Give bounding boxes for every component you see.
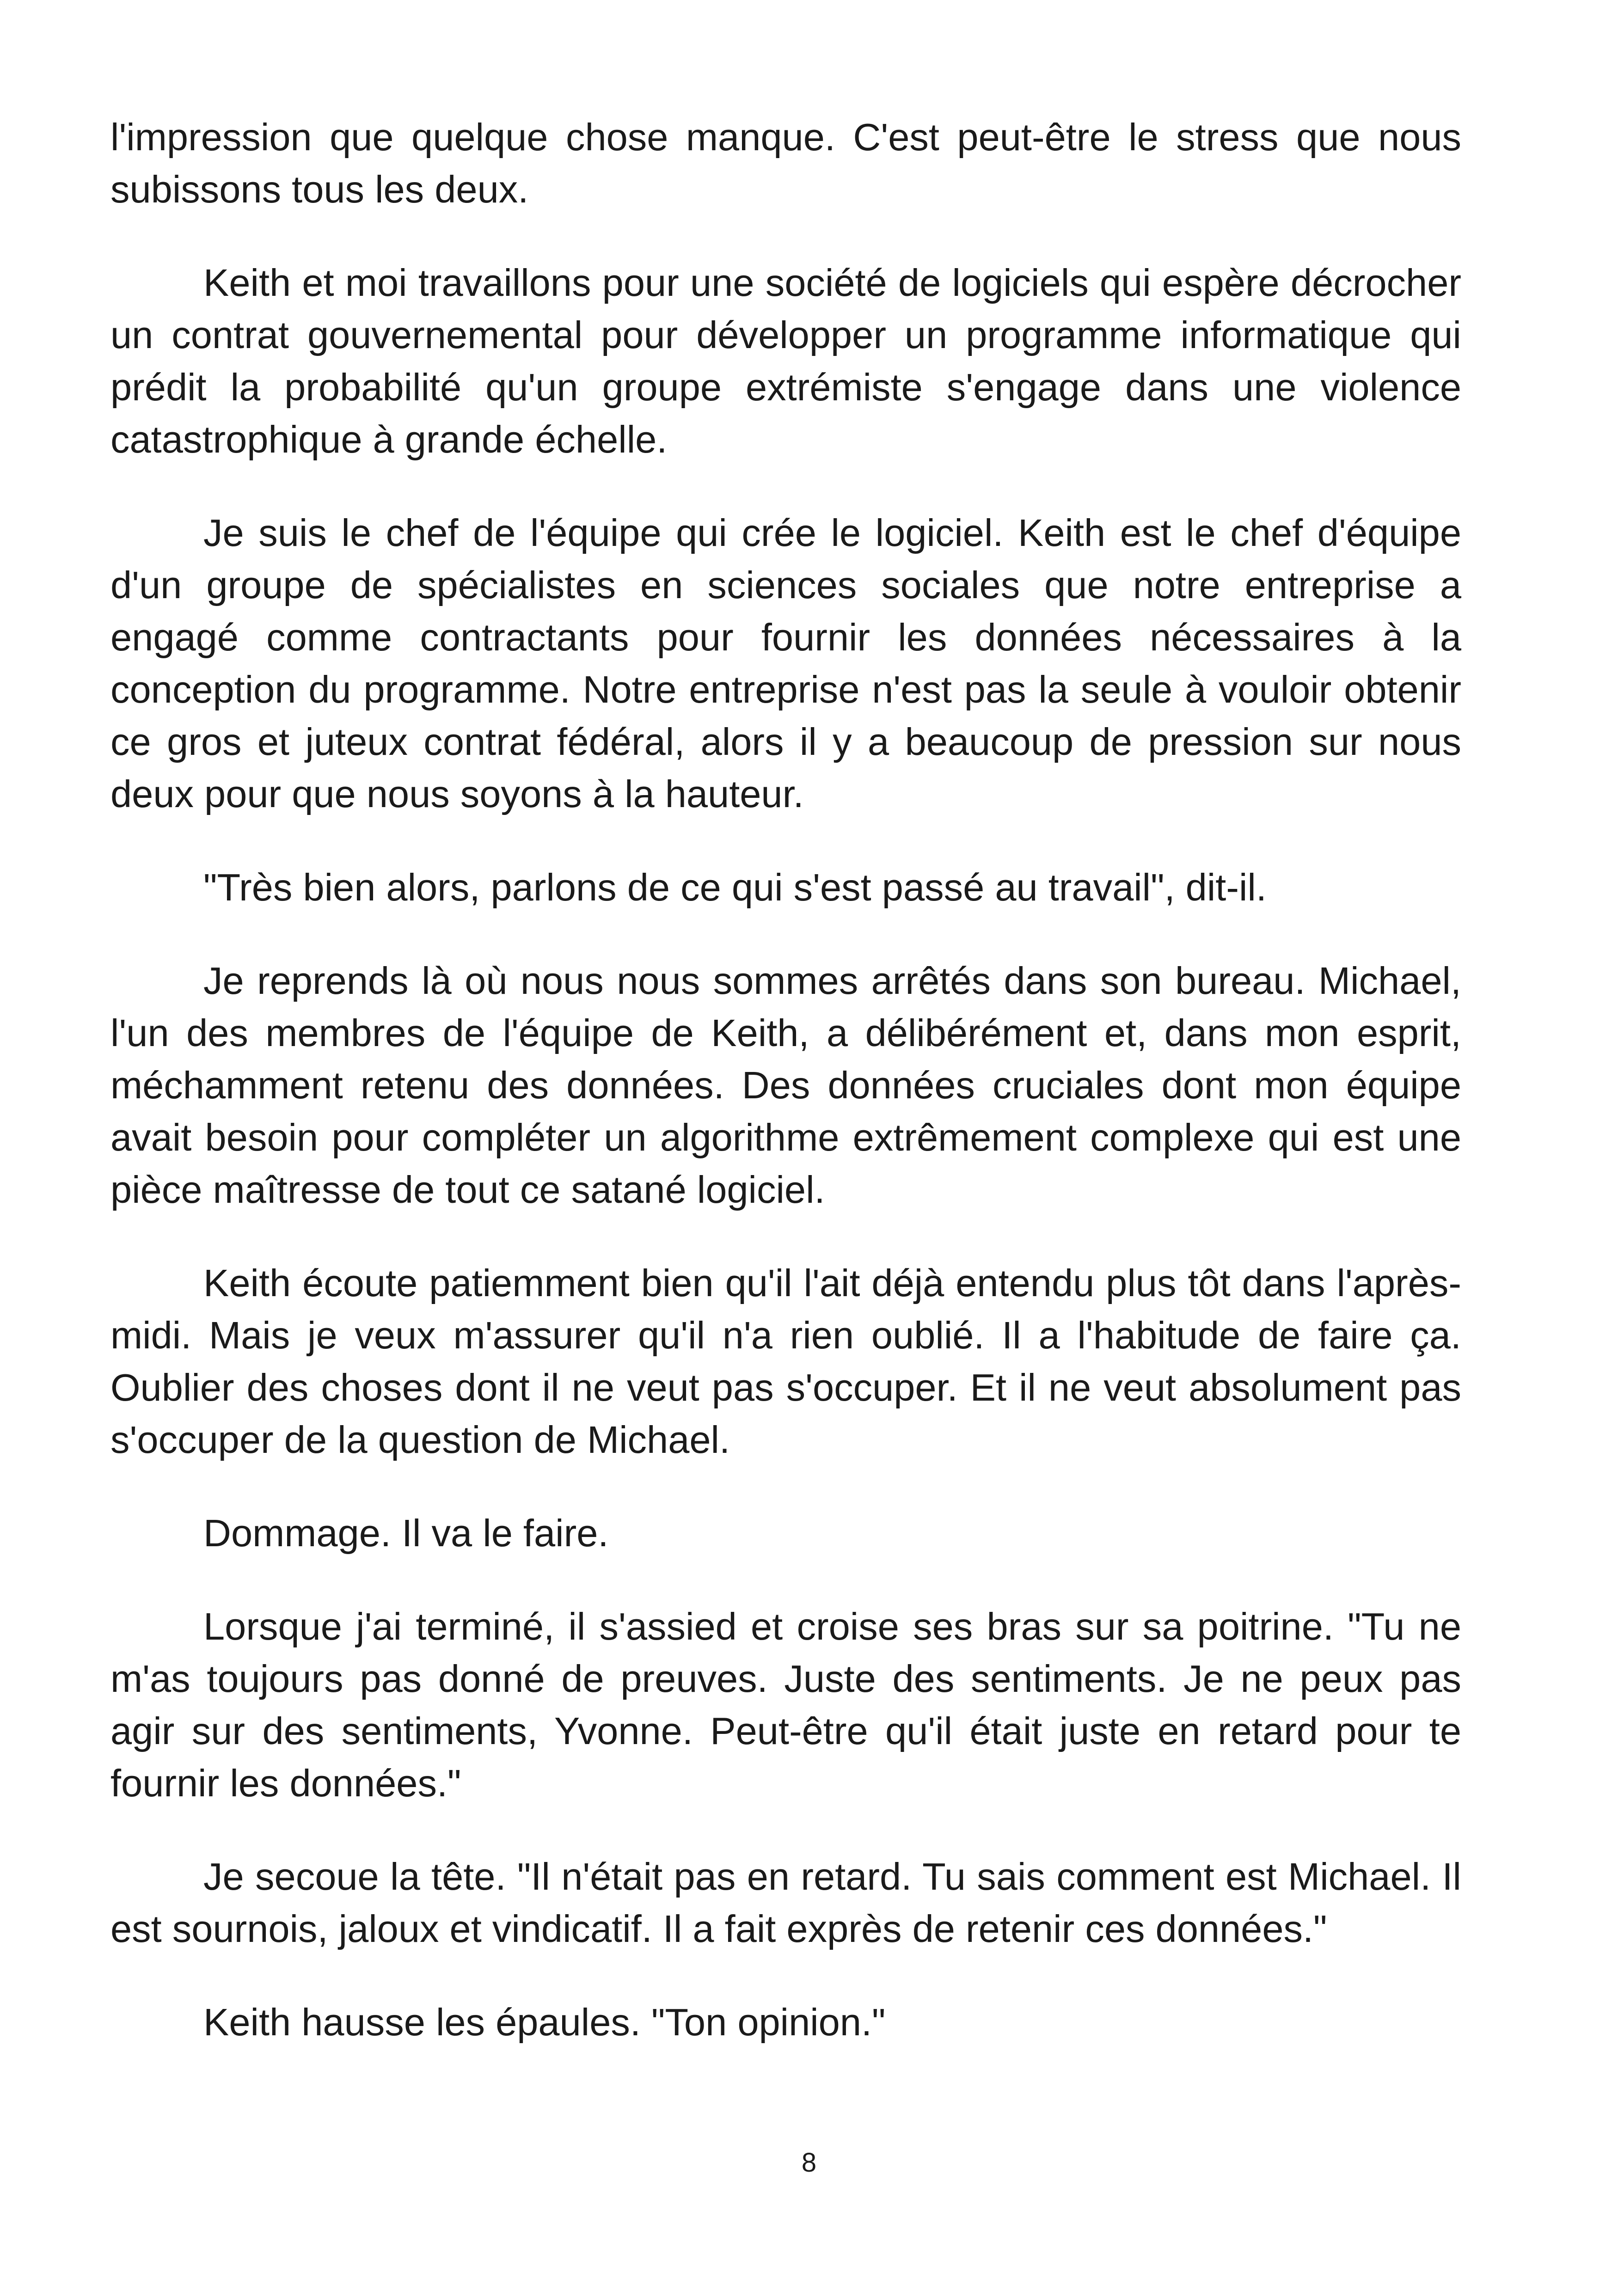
paragraph: Keith écoute patiemment bien qu'il l'ait déjà entendu plus tôt dans l'après-midi. Mais je veux m'assurer qu'il n'a rien oublié. Il a l'habitude de faire ça. Oublier des choses dont il ne veut pas s'occuper. Et il ne veut absolument pas s'occuper de la question de Michael. [110, 1261, 1461, 1461]
paragraph: Je reprends là où nous nous sommes arrêtés dans son bureau. Michael, l'un des membres de l'équipe de Keith, a délibérément et, dans mon esprit, méchamment retenu des données. Des données cruciales dont mon équipe avait besoin pour compléter un algorithme extrêmement complexe qui est une pièce maîtresse de tout ce satané logiciel. [110, 959, 1461, 1211]
paragraph: Keith et moi travaillons pour une société de logiciels qui espère décrocher un contrat gouvernemental pour développer un programme informatique qui prédit la probabilité qu'un groupe extrémiste s'engage dans une violence catastrophique à grande échelle. [110, 261, 1461, 461]
body-text [110, 111, 1461, 2089]
paragraph: Lorsque j'ai terminé, il s'assied et croise ses bras sur sa poitrine. "Tu ne m'as toujours pas donné de preuves. Juste des sentiments. Je ne peux pas agir sur des sentiments, Yvonne. Peut-être qu'il était juste en retard pour te fournir les données." [110, 1605, 1461, 1805]
page-number: 8 [801, 2148, 817, 2178]
paragraph: Dommage. Il va le faire. [203, 1512, 609, 1555]
paragraph: Je suis le chef de l'équipe qui crée le logiciel. Keith est le chef d'équipe d'un groupe de spécialistes en sciences sociales que notre entreprise a engagé comme contractants pour fournir les données nécessaires à la conception du programme. Notre entreprise n'est pas la seule à vouloir obtenir ce gros et juteux contrat fédéral, alors il y a beaucoup de pression sur nous deux pour que nous soyons à la hauteur. [110, 511, 1461, 815]
paragraph: "Très bien alors, parlons de ce qui s'est passé au travail", dit-il. [203, 866, 1267, 909]
paragraph: l'impression que quelque chose manque. C'est peut-être le stress que nous subissons tous les deux. [110, 116, 1461, 211]
paragraph: Je secoue la tête. "Il n'était pas en retard. Tu sais comment est Michael. Il est sournois, jaloux et vindicatif. Il a fait exprès de retenir ces données." [110, 1855, 1461, 1950]
paragraph: Keith hausse les épaules. "Ton opinion." [203, 2001, 886, 2044]
